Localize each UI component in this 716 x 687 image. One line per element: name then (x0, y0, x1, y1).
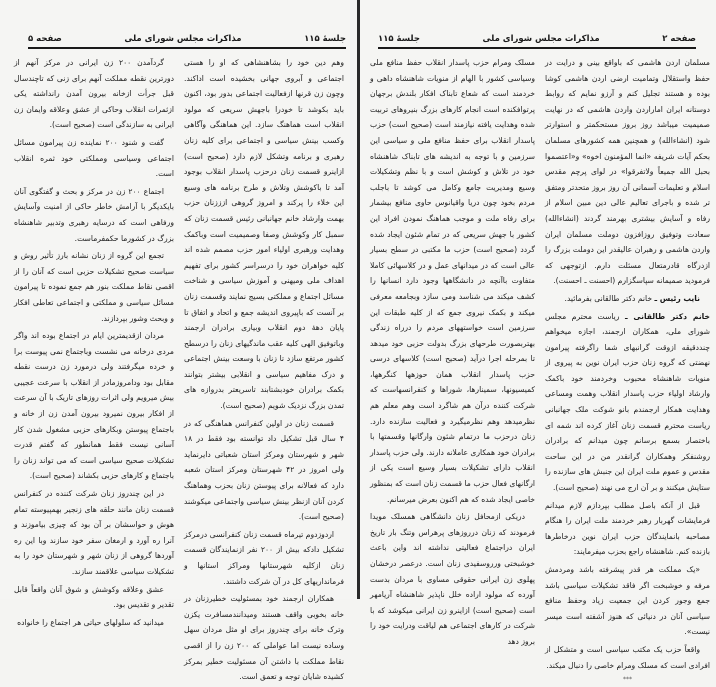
speaker-name: خانم دکتر طالقانی ـ (625, 311, 711, 321)
left-session-label: جلسهٔ ۱۱۵ (304, 34, 346, 44)
left-header-title: مذاکرات مجلس شورای ملی (124, 34, 242, 44)
paragraph: تجمع این گروه از زنان نشانه بارز تأثیر روش و سیاست صحیح تشکیلات حزبی است که آنان را از اقصی نقاط مملکت بنور هم جمع نموده تا پیرامون مسائل سیاسی و مملکتی و اجتماعی تعاطی افکار و وبحث وشور بپردازند. (14, 251, 174, 323)
right-page-right-column (545, 55, 710, 685)
right-header-title: مذاکرات مجلس شورای ملی (482, 34, 600, 44)
right-session-label: جلسهٔ ۱۱۵ (378, 34, 420, 44)
right-page-left-column (370, 55, 535, 685)
left-page-number: صفحه ۵ (28, 34, 62, 44)
speaker-paragraph (545, 309, 710, 496)
paragraph: وهم دین خود را بشاهنشاهی که او را هستی اجتماعی و آبروی جهانی بخشیده است اداکند. وچون زن قرنها ازفعالیت اجتماعی بدور بود، اکنون باید بکوشد تا خودرا باجهش سریعی که مولود انقلاب است هماهنگ سازد. این هماهنگی وآگاهی وکسب بینش سیاسی و اجتماعی برای کلیه زنان رهبری و برنامه وتشکل لازم دارد (صحیح است) ازاینرو قسمت زنان درحزب پاسدار انقلاب بوجود آمد تا باکوشش وتلاش و طرح برنامه های وسیع این خلاء را پرکند و امروز گروهی ازززنان حزب بهمت وارشاد خانم جهانبانی رئیس قسمت زنان که سمبل کار وکوشش وصفا وصمیمیت است وباکمک وهدایت ورهبری اولیاء امور حزب مصمم شده اند کلیه خواهران خود را درسراسر کشور برای تفهیم اهداف ملی ومیهنی و آموزش سیاسی و شناخت مسائل اجتماع و مملکتی بسیج نمایند وقسمت زنان بر آنست که باپیروی اندیشه جمع و اتحاد و اتفاق تا پایان دههٔ دوم انقلاب وبیاری برادران ارجمند وباتوفیق الهی کلیه عقب ماندگیهای زنان را درسطح کشور مرتفع سازد تا زنان با وسعت بینش اجتماعی و درک مفاهیم سیاسی و انقلابی بیشتر بتوانند بکمک برادران خودبشتابند تاسریعتر بدروازه های تمدن بزرگ نزدیک شویم (صحیح است). (184, 58, 344, 411)
paragraph: قسمت زنان در اولین کنفرانس هماهنگی که در ۴ سال قبل تشکیل داد توانسته بود فقط در ۱۸ شهر و شهرستان ومرکز استان شعباتی دایرنماید ولی امروز در ۴۲ شهرستان ومرکز استان شعبه دارد که فعالانه برای پیوستن زنان بحزب وهماهنگ کردن آنان ازنظر بینش سیاسی واجتماعی میکوشند (صحیح است). (184, 418, 344, 522)
left-page-header (28, 30, 346, 44)
paragraph: در این چندروز زنان شرکت کننده در کنفرانس قسمت زنان مانند حلقه های زنجیر بهمپیوسته تمام هوش و حواسشان بر آن بود که چیزی بیاموزند و آنرا ره آورد و ارمغان سفر خود سازند وبا این ره آوردها گروهی از زنان شهر و شهرستان خود را به تشکیلات سیاسی علاقمند سازند. (14, 489, 174, 576)
header-rule (378, 47, 696, 49)
right-page-header (378, 30, 696, 44)
paragraph: دریکی ازمحافل زنان دانشگاهی همسلک مویدا فرمودند که زنان درروزهای پرهراس وتنگ بار تاریخ ایران دراجتماع فعالیتی نداشته اند واین باعث خوشبختی ورروسفیدی زنان است. درعصر درخشان پهلوی زن ایرانی حقوقی مساوی با مردان بدست آورده که مولود اراده خلل ناپذیر شاهنشاه آریامهر است (صحیح است) ازاینرو زن ایرانی میکوشد که با شرکت در کارهای اجتماعی هم لیاقت ودرایت خود را بروز دهد (370, 512, 535, 646)
paragraph: واقعاً حزب یک مکتب سیاسی است و متشکل از افرادی است که مسلک ومرام خاصی را دنبال میکند. (545, 644, 710, 670)
right-page (360, 0, 716, 684)
speech-text: ریاست محترم مجلس شورای ملی، همکاران ارجمند، اجازه میخواهم چنددقیقه ازوقت گرانبهای شما راگرفته پیرامون نهضتی که گروه زنان حزب ایران نوین به پیروی از منویات شاهنشاه محبوب وخردمند خود باکمک وارشاد اولیاء حزب پاسدار انقلاب وهمت ومساعی وهدایت همکار ارجمندم بانو شوکت ملک جهانبانی ریاست محترم قسمت زنان آغاز کرده اند شمه ای باختصار بسمع برسانم چون میدانم که برادران روشنفکر وهمکاران گرانقدر من در این ساحت مقدس و عموم ملت ایران این جنبش های سازنده را ستایش میکنند و بر آن ارج می نهند (صحیح است). (545, 311, 710, 493)
paragraph: عشق وعلاقه وکوشش و شوق آنان واقعاً قابل تقدیر و تقدیس بود. (14, 584, 174, 610)
speech-text: خانم دکتر طالقانی بفرمائید. (564, 293, 653, 303)
left-page-right-column (184, 55, 344, 687)
speaker-name: نایب رئیس ـ (654, 293, 700, 303)
paragraph: همکاران ارجمند خود بمسئولیت خطیرزنان در خانه بخوبی واقف هستند ومیدانندمسافرت یکزن وترک خانه برای چندروز برای او مثل مردان سهل وساده نیست اما عواملی که ۲۰۰ زن را از اقصی نقاط مملکت با داشتن آن مسئولیت خطیر بمرکز کشیده شایان توجه و تعمق است. (184, 594, 344, 682)
paragraph: مسلک ومرام حزب پاسدار انقلاب حفظ منافع ملی وسیاسی کشور با الهام از منویات شاهنشاه داهی و خردمند است که شعاع تابناک افکار بلندش برجهان پرتوافکنده است انجام کارهای بزرگ بنیروهای تربیت شده وهدایت یافته نیازمند است (صحیح است) حزب پاسدار انقلاب برای حفظ منافع ملی و سیاسی این سرزمین و با توجه به اندیشه های تابناک شاهنشاه خود در تلاش و کوشش است و با نظم وتشکیلات وسیع ومدیریت جامع وکامل می کوشد تا باجلب مردم بخود چون دریا واقیانوس حاوی منافع بیشمار برای رفاه ملت و موجب هماهنگ نمودن افراد این کشور با جهش سریعی که در تمام شئون ایجاد شده گردد (صحیح است) حزب ما مکتبی در سطح بسیار عالی است که در میدانهای عمل و در کلاسهائی کاملا متفاوت باآنچه در دانشگاهها وجود دارد انسانها را کشف میکند می شناسد ومی سازد وبجامعه معرفی میکند و بکمک نیروی جمع که از کلیه طبقات این سرزمین است خواستههای مردم را درراه زندگی بهتربصورت طرحهای بزرگ بدولت حزبی خود میدهد تا بمرحله اجرا درآید (صحیح است) کلاسهای درسی حزب پاسدار انقلاب همان حوزهها کنگرهها، کمیسیونها، سمینارها، شوراها و کنفرانسهاست که شرکت کننده درآن هم شاگرد است وهم معلم هم نظرمیدهد وهم نظرمیگیرد و فعالیت سازنده دارد. زنان درحزب ما درتمام شئون وارگانها وقسمتها با برادران خود همکاری عاملانه دارند. ولی حزب پاسدار انقلاب دارای تشکیلات بسیار وسیع است یکی از ارگانهای فعال حزب ما قسمت زنان است که بمنظور خاصی ایجاد شده که هم اکنون بعرض میرسانم. (370, 58, 535, 504)
paragraph: مسلمان اردن هاشمی که باواقع بینی و درایت در حفظ واستقلال وتمامیت ارضی اردن هاشمی کوشا بوده و هستند تجلیل کنم و آرزو نمایم که روابط دوستانه ایران اماراردن واردن هاشمی که در نهایت صمیمیت میباشد روز بروز مستحکمتر و استوارتر شود (انشاءالله) و همچنین همه کشورهای مسلمان بحکم آیات شریفه «انما المؤمنون اخوه» و«اعتصموا بحبل الله جمیعاً ولاتفرقوا» در لوای پرچم مقدس اسلام و تعلیمات آسمانی آن روز بروز متحدتر ومتفق تر شده و باجرای تعالیم عالی دین مبین اسلام از رفاه و آسایش بیشتری بهرمند گردند (انشاءالله) سعادت وتوفیق روزافزون دوملت مسلمان ایران واردن هاشمی و رهبران عالیقدر این دوملت بزرگ را ازدرگاه قادرمتعال مسئلت دارم. ازتوجهی که فرمودید صمیمانه سپاسگزارم (احسنت ـ احسنت). (545, 58, 710, 286)
paragraph: اردوزدوم تیرماه قسمت زنان کنفرانسی درمرکز تشکیل دادکه بیش از ۲۰۰ نفر ازنمایندگان قسمت زنان ازکلیه شهرستانها ومراکز استانها و فرمانداریهای کل در آن شرکت داشتند. (184, 529, 344, 586)
left-page-left-column (14, 55, 174, 687)
right-page-columns (370, 55, 710, 685)
paragraph: مردان ازقدیمترین ایام در اجتماع بوده اند واگر مردی درخانه می نشست وباجتماع نمی پیوست برا و خرده میگرفتند ولی درمورد زن درست نقطه مقابل بود ودامروزمادر از انقلاب با سرعت عجیبی بیش میرویم ولی اثرات روزهای تاریک با آن سرعت از افکار بیرون نمیرود بیرون آمدن زن از خانه و باجتماع پیوستن وبکارهای حزبی مشغول شدن کار آسانی نیست فقط همانطور که گفتم قدرت تشکیلات صحیح سیاسی است که می تواند زنان را باجتماع و کارهای حزبی بکشاند (صحیح است). (14, 331, 174, 481)
paragraph: قبل از آنکه باصل مطلب بپردازم لازم میدانم فرمایشات گهربار رهبر خردمند ملت ایران را هنگام مصاحبه بانمایندگان حزب ایران نوین درخاطرها بازنده کنم. شاهنشاه راجع بحزب میفرمایند: (545, 500, 710, 557)
paragraph: میدانید که سلولهای حیاتی هر اجتماع را خانواده (17, 617, 164, 627)
header-rule (28, 47, 346, 49)
section-end-mark: *** (623, 676, 632, 684)
left-page-columns (14, 55, 344, 687)
paragraph: گفت و شنود ۲۰۰ نماینده زن پیرامون مسائل اجتماعی وسیاسی ومملکتی خود ثمره انقلاب است. (14, 137, 174, 179)
speaker-paragraph (545, 291, 710, 307)
quote-paragraph: «یک مملکت هر قدر پیشرفته باشد ومردمش مرفه و خوشبخت اگر فاقد تشکیلات سیاسی باشد جمع وجور کردن این جمعیت زیاد وحفظ منافع سیاسی آنان در دنیائی که هنوز آشفته است میسر نیست». (545, 565, 710, 637)
paragraph: اجتماع ۲۰۰ زن در مرکز و بحث و گفتگوی آنان بایکدیگر با آرامش خاطر حاکی از امنیت وآسایش ورفاهی است که درسایه رهبری وتدبیر شاهنشاه بزرگ در کشورما حکمفرماست. (14, 186, 174, 243)
right-page-number: صفحه ۲ (662, 34, 696, 44)
left-page (0, 0, 358, 682)
paragraph: گردآمدن ۲۰۰ زن ایرانی در مرکز آنهم از دورترین نقطه مملکت آنهم برای زنی که تاچندسال قبل جرأت ازخانه بیرون آمدن رانداشته یکی ازثمرات انقلاب وحاکی از عشق وعلاقه وایمان زن ایرانی به سازندگی است (صحیح است). (14, 58, 174, 130)
